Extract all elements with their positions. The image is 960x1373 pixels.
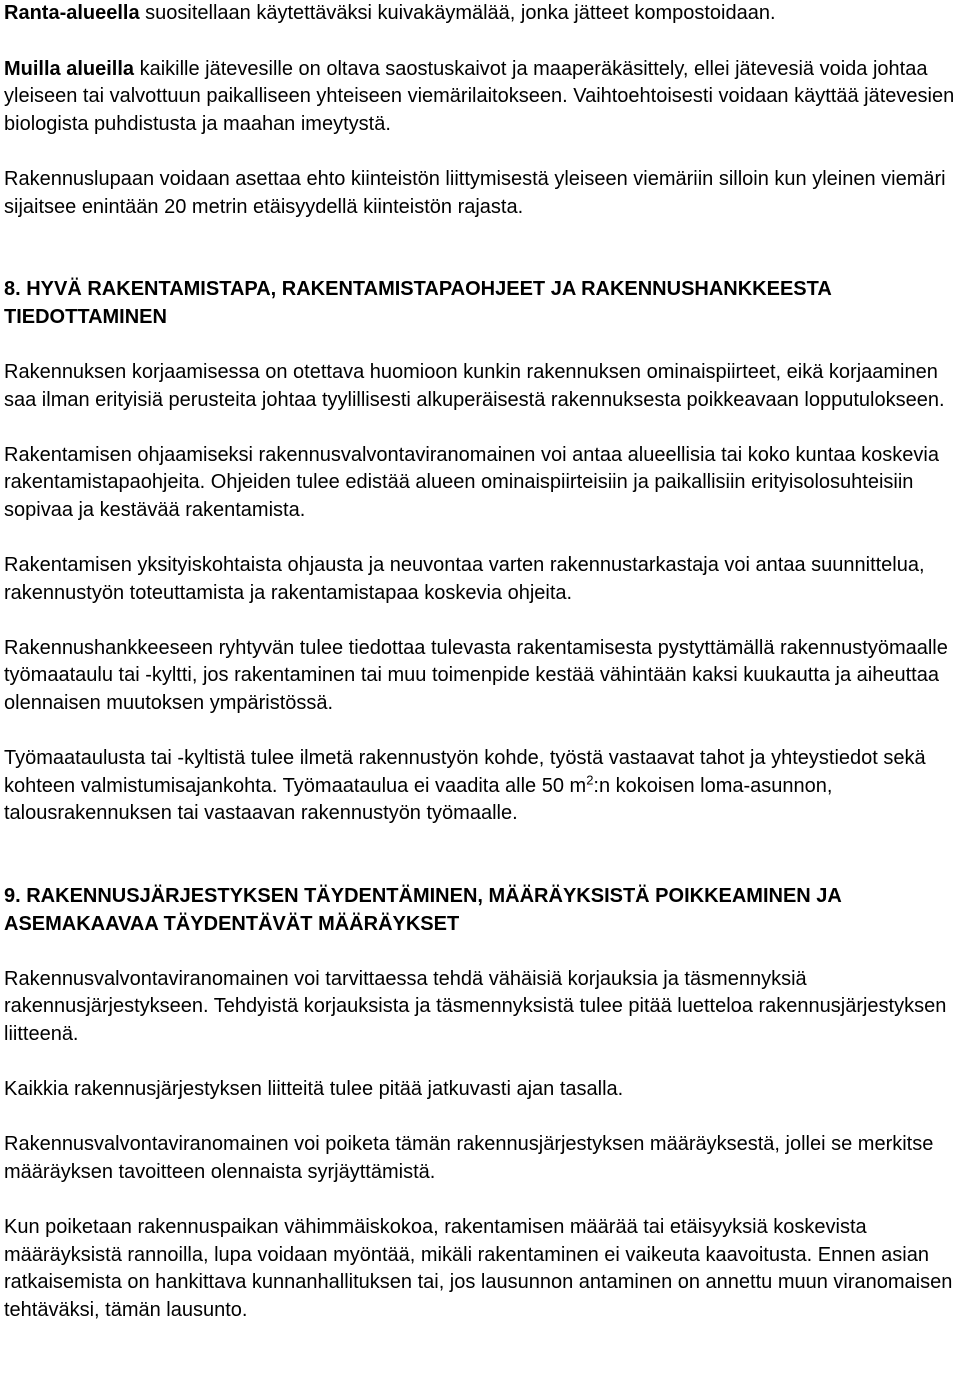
superscript: 2: [586, 772, 594, 788]
section-8-heading: 8. HYVÄ RAKENTAMISTAPA, RAKENTAMISTAPAOHJEET JA RAKENNUSHANKKEESTA TIEDOTTAMINEN: [4, 278, 832, 328]
paragraph-lead: Ranta-alueella: [4, 2, 140, 24]
paragraph-ranta-alueella: [4, 0, 956, 28]
paragraph-rakennuslupa: Rakennuslupaan voidaan asettaa ehto kiinteistön liittymisestä yleiseen viemäriin silloin kun yleinen viemäri sijaitsee enintään 20 metrin etäisyydellä kiinteistön rajasta.: [4, 167, 946, 218]
section-8-paragraph-2: Rakentamisen ohjaamiseksi rakennusvalvontaviranomainen voi antaa alueellisia tai koko kuntaa koskevia rakentamistapaohjeita. Ohjeiden tulee edistää alueen ominaispiirteisiin ja paikallisiin erityisolosuhteisiin sopivaa ja kestävää rakentamista.: [4, 443, 939, 521]
section-8-paragraph-3: Rakentamisen yksityiskohtaista ohjausta ja neuvontaa varten rakennustarkastaja voi antaa suunnittelua, rakennustyön toteuttamista ja rakentamistapaa koskevia ohjeita.: [4, 554, 925, 604]
paragraph-lead: Muilla alueilla: [4, 57, 135, 80]
paragraph-text: suositellaan käytettäväksi kuivakäymälää, jonka jätteet kompostoidaan.: [139, 2, 776, 24]
section-8-paragraph-4: Rakennushankkeeseen ryhtyvän tulee tiedottaa tulevasta rakentamisesta pystyttämällä rakennustyömaalle työmaataulu tai -kyltti, jos rakentaminen tai muu toimenpide kestää vähintään kaksi kuukautta ja aiheuttaa olennaisen muutoksen ympäristössä.: [4, 636, 948, 715]
section-9-heading: 9. RAKENNUSJÄRJESTYKSEN TÄYDENTÄMINEN, MÄÄRÄYKSISTÄ POIKKEAMINEN JA ASEMAKAAVAA TÄYDENTÄVÄT MÄÄRÄYKSET: [4, 885, 842, 935]
paragraph-text: :n kokoisen loma-asunnon, talousrakennuksen tai vastaavan rakennustyön työmaalle.: [4, 774, 833, 825]
section-8-paragraph-1: Rakennuksen korjaamisessa on otettava huomioon kunkin rakennuksen ominaispiirteet, eikä korjaaminen saa ilman erityisiä perusteita johtaa tyylillisesti alkuperäisestä rakennuksesta poikkeavaan lopputulokseen.: [4, 360, 945, 411]
section-9-paragraph-3: Rakennusvalvontaviranomainen voi poiketa tämän rakennusjärjestyksen määräyksestä, jollei se merkitse määräyksen tavoitteen olennaista syrjäyttämistä.: [4, 1133, 934, 1183]
paragraph-text: kaikille jätevesille on oltava saostuskaivot ja maaperäkäsittely, ellei jätevesiä voida johtaa yleiseen tai valvottuun paikalliseen yhteiseen viemärilaitokseen. Vaihtoehtoisesti voidaan käyttää jätevesien biologista puhdistusta ja maahan imeytystä.: [4, 57, 955, 135]
document-page: [4, 0, 956, 1325]
section-8-paragraph-5: [4, 745, 956, 828]
section-9-paragraph-4: Kun poiketaan rakennuspaikan vähimmäiskokoa, rakentamisen määrää tai etäisyyksiä koskevista määräyksistä rannoilla, lupa voidaan myöntää, mikäli rakentaminen ei vaikeuta kaavoitusta. Ennen asian ratkaisemista on hankittava kunnanhallituksen tai, jos lausunnon antaminen on annettu muun viranomaisen tehtäväksi, tämän lausunto.: [4, 1216, 953, 1321]
paragraph-text: Työmaataulusta tai -kyltistä tulee ilmetä rakennustyön kohde, työstä vastaavat tahot ja yhteystiedot sekä kohteen valmistumisajankohta. Työmaataulua ei vaadita alle 50 m: [4, 747, 926, 797]
section-9-paragraph-1: Rakennusvalvontaviranomainen voi tarvittaessa tehdä vähäisiä korjauksia ja täsmennyksiä rakennusjärjestykseen. Tehdyistä korjauksista ja täsmennyksistä tulee pitää luetteloa rakennusjärjestyksen liitteenä.: [4, 967, 947, 1045]
paragraph-muilla-alueilla: [4, 56, 956, 139]
section-9-paragraph-2: Kaikkia rakennusjärjestyksen liitteitä tulee pitää jatkuvasti ajan tasalla.: [4, 1078, 624, 1101]
